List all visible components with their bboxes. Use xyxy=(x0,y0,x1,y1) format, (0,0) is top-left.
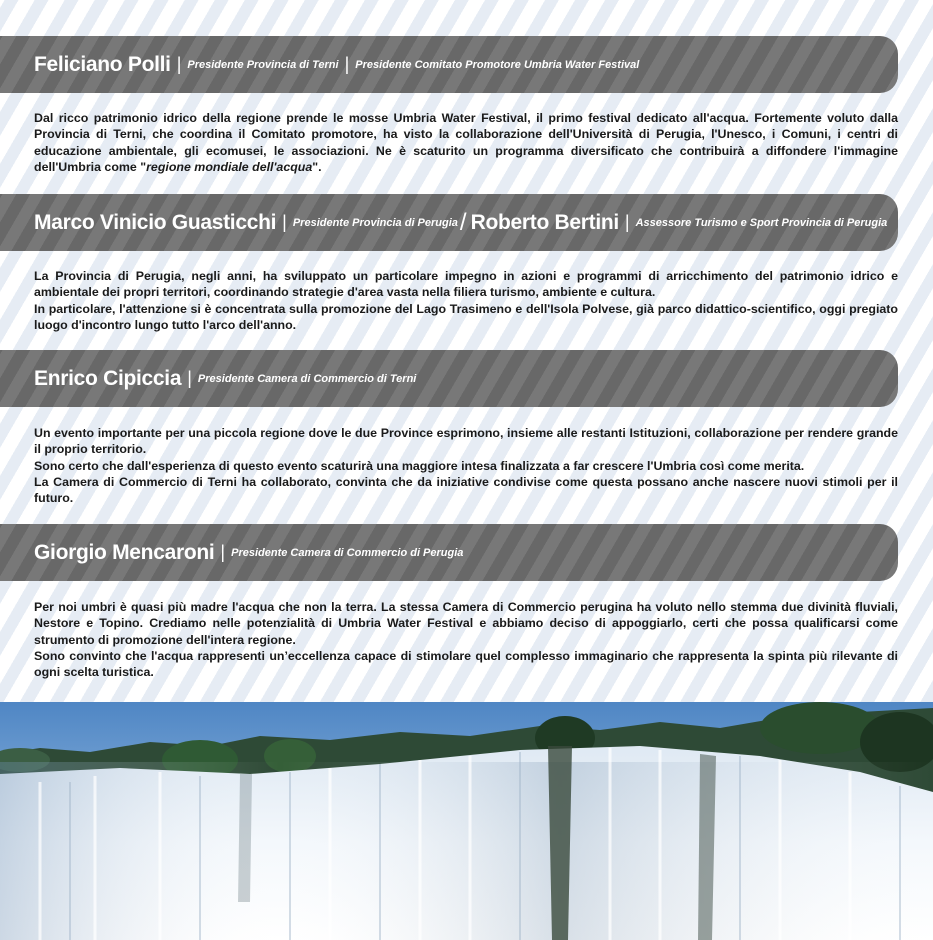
paragraph: Dal ricco patrimonio idrico della regione prende le mosse Umbria Water Festival, il primo festival dedicato all'acqua. Fortemente voluto dalla Provincia di Terni, che coordina il Comitato promotore, ha visto la collaborazione dell'Università di Perugia, l'Unesco, i Comuni, i centri di educazione ambientale, gli ecomusei, le associazioni. Ne è scaturito un programma diversificato che contribuirà a diffondere l'immagine dell'Umbria come "regione mondiale dell'acqua". xyxy=(34,111,898,174)
separator: | xyxy=(187,368,192,388)
speaker-name: Giorgio Mencaroni xyxy=(34,540,215,564)
slash-separator: / xyxy=(459,208,467,236)
paragraph: La Provincia di Perugia, negli anni, ha sviluppato un particolare impegno in azioni e programmi di arricchimento del patrimonio idrico e ambientale dei propri territori, coordinando strategie d'area vasta nella filiera turismo, ambiente e cultura. xyxy=(34,269,898,300)
waterfall-illustration xyxy=(0,702,933,940)
paragraph: Sono certo che dall'esperienza di questo evento scaturirà una maggiore intesa finalizzata a far crescere l'Umbria così come merita. xyxy=(34,458,805,473)
section-header-guasticchi-bertini xyxy=(0,194,898,251)
speaker-role: Presidente Provincia di Perugia xyxy=(292,216,458,229)
speaker-name: Enrico Cipiccia xyxy=(34,366,182,390)
speaker-role: Presidente Comitato Promotore Umbria Water Festival xyxy=(355,58,640,71)
speaker-role: Presidente Camera di Commercio di Terni xyxy=(197,372,417,385)
section-header-mencaroni xyxy=(0,524,898,581)
paragraph: La Camera di Commercio di Terni ha collaborato, convinta che da iniziative condivise come questa possano anche nascere nuovi stimoli per il futuro. xyxy=(34,474,898,506)
separator: | xyxy=(624,212,630,232)
section-header-polli xyxy=(0,36,898,93)
speaker-name: Roberto Bertini xyxy=(470,210,619,234)
separator: | xyxy=(344,54,350,74)
speaker-role: Presidente Provincia di Terni xyxy=(187,58,339,71)
paragraph: Un evento importante per una piccola regione dove le due Province esprimono, insieme alle restanti Istituzioni, collaborazione per rendere grande il proprio territorio. xyxy=(34,426,898,457)
section-text-polli xyxy=(34,110,898,175)
speaker-name: Marco Vinicio Guasticchi xyxy=(34,210,277,234)
paragraph: Sono convinto che l'acqua rappresenti un’eccellenza capace di stimolare quel complesso immaginario che rappresenta la spinta più rilevante di ogni scelta turistica. xyxy=(34,648,898,680)
waterfall-photo xyxy=(0,702,933,940)
emphasis: regione mondiale dell'acqua xyxy=(146,159,313,174)
separator: | xyxy=(176,54,182,74)
paragraph: Per noi umbri è quasi più madre l'acqua che non la terra. La stessa Camera di Commercio perugina ha voluto nello stemma due divinità fluviali, Nestore e Topino. Crediamo nelle potenzialità di Umbria Water Festival e abbiamo deciso di appoggiarlo, certi che possa qualificarsi come strumento di promozione dell'intera regione. xyxy=(34,600,898,647)
paragraph: In particolare, l'attenzione si è concentrata sulla promozione del Lago Trasimeno e dell'Isola Polvese, già parco didattico-scientifico, oggi pregiato luogo d'incontro lungo tutto l'arco dell'anno. xyxy=(34,301,898,332)
speaker-name: Feliciano Polli xyxy=(34,52,171,76)
separator: | xyxy=(282,212,287,232)
section-text-cipiccia xyxy=(34,425,898,506)
section-header-cipiccia xyxy=(0,350,898,407)
separator: | xyxy=(220,542,226,562)
speaker-role: Assessore Turismo e Sport Provincia di Perugia xyxy=(635,216,888,229)
section-text-mencaroni xyxy=(34,599,898,680)
section-text-guasticchi-bertini xyxy=(34,268,898,333)
speaker-role: Presidente Camera di Commercio di Perugia xyxy=(231,546,464,559)
